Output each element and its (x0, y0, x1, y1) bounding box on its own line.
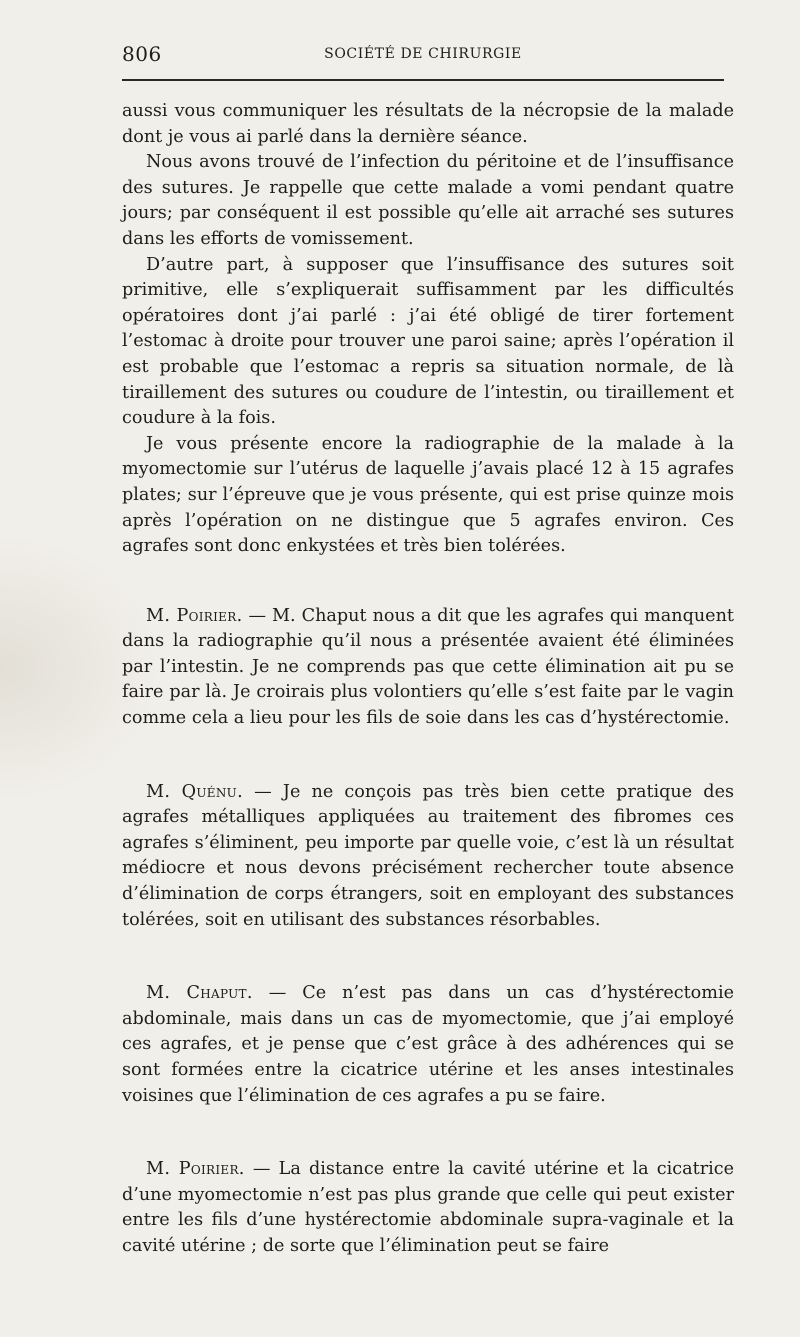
remark-text: — Je ne conçois pas très bien cette pratique des agrafes métalliques appliquées au traitement des fibromes ces agrafes s’éliminent, peu importe par quelle voie, c’est là un résultat médiocre et nous devons précisément rechercher toute absence d’élimination de corps étrangers, soit en employant des substances tolérées, soit en utilisant des substances résorbables. (122, 781, 735, 930)
running-title: SOCIÉTÉ DE CHIRURGIE (324, 46, 522, 62)
paragraph-radiography: Je vous présente encore la radiographie de la malade à la myomectomie sur l’utérus de laquelle j’avais placé 12 à 15 agrafes plates; sur l’épreuve que je vous présente, qui est prise quinze mois après l’opération on ne distingue que 5 agrafes environ. Ces agrafes sont donc enkystées et très bien tolérées. (122, 433, 734, 557)
remark-text: — Ce n’est pas dans un cas d’hystérectomie abdominale, mais dans un cas de myomectomie, que j’ai employé ces agrafes, et je pense que c’est grâce à des adhérences qui se sont formées entre la cicatrice utérine et les anses intestinales voisines que l’élimination de ces agrafes a pu se faire. (122, 983, 735, 1106)
paragraph-suture-insufficiency: D’autre part, à supposer que l’insuffisance des sutures soit primitive, elle s’expliquerait suffisamment par les difficultés opératoires dont j’ai parlé : j’ai été obligé de tirer fortement l’estomac à droite pour trouver une paroi saine; après l’opération il est probable que l’estomac a repris sa situation normale, de là tiraillement des sutures ou coudure de l’intestin, ou tiraillement et coudure à la fois. (122, 254, 734, 429)
speaker-name: M. Poirier. (146, 1159, 245, 1180)
remark-poirier-1 (122, 604, 734, 732)
paragraph-continuation: aussi vous communiquer les résultats de la nécropsie de la malade dont je vous ai parlé dans la dernière séance. (122, 101, 734, 147)
spacer (122, 732, 734, 780)
page-body (122, 99, 734, 1260)
speaker-name: M. Poirier. (146, 605, 243, 626)
spacer (122, 1109, 734, 1157)
remark-chaput (122, 981, 734, 1109)
spacer (122, 560, 734, 604)
paragraph-autopsy-findings: Nous avons trouvé de l’infection du péritoine et de l’insuffisance des sutures. Je rappelle que cette malade a vomi pendant quatre jours; par conséquent il est possible qu’elle ait arraché ses sutures dans les efforts de vomissement. (122, 152, 734, 249)
remark-text: — M. Chaput nous a dit que les agrafes qui manquent dans la radiographie qu’il nous a présentée avaient été éliminées par l’intestin. Je ne comprends pas que cette élimination ait pu se faire par là. Je croirais plus volontiers qu’elle s’est faite par le vagin comme cela a lieu pour les fils de soie dans les cas d’hystérectomie. (122, 605, 734, 729)
header-rule (122, 79, 724, 81)
page-header (122, 42, 724, 72)
remark-poirier-2 (122, 1157, 734, 1259)
remark-quenu (122, 780, 734, 934)
page-number: 806 (122, 42, 162, 66)
spacer (122, 933, 734, 981)
speaker-name: M. Quénu. (146, 781, 243, 802)
speaker-name: M. Chaput. (146, 983, 253, 1004)
remark-text: — La distance entre la cavité utérine et la cicatrice d’une myomectomie n’est pas plus grande que celle qui peut exister entre les fils d’une hystérectomie abdominale supra-vaginale et la cavité utérine ; de sorte que l’élimination peut se faire (122, 1159, 734, 1256)
